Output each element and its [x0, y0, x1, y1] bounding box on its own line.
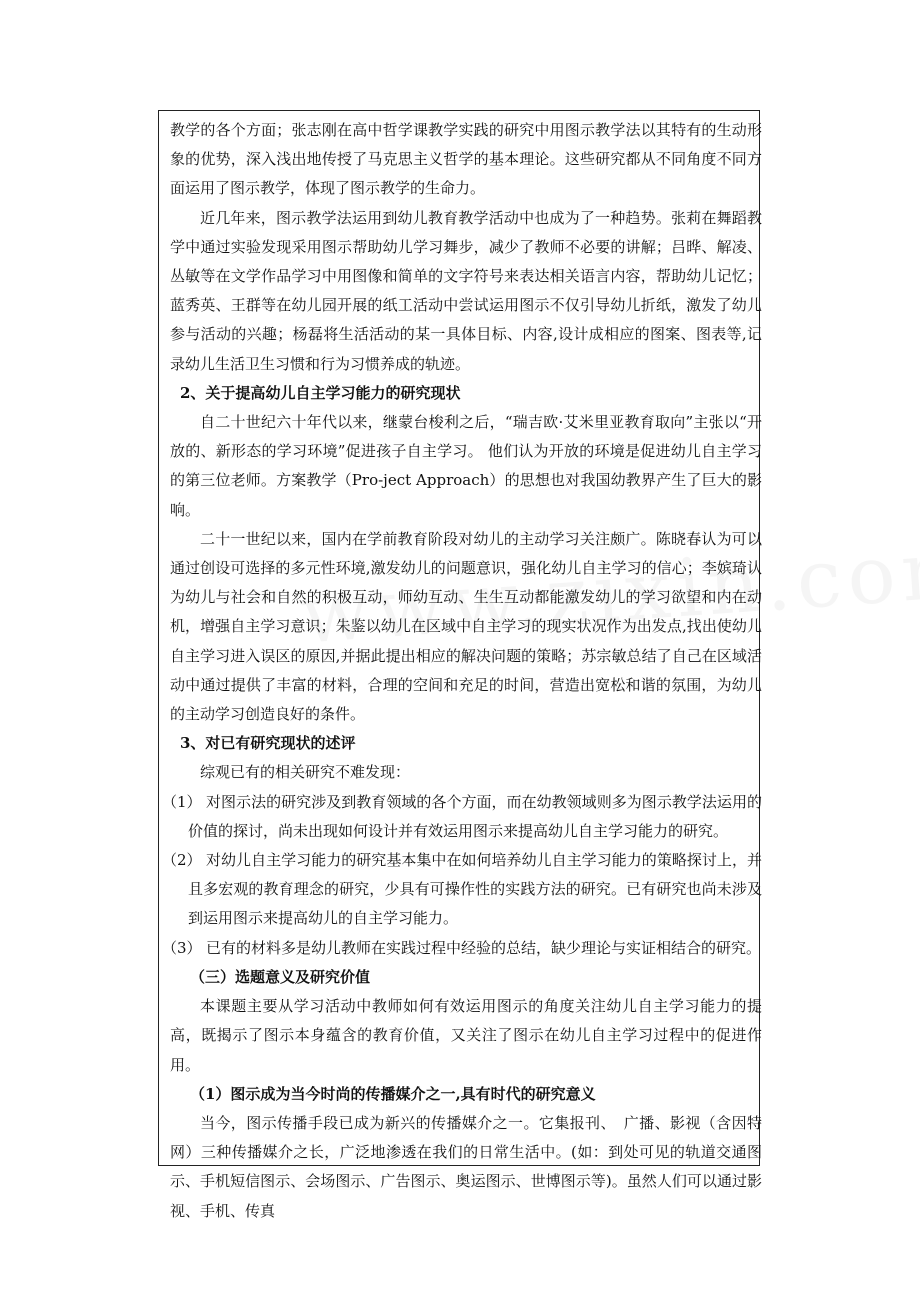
list-item — [162, 788, 762, 846]
list-item — [162, 846, 762, 934]
paragraph-4: 二十一世纪以来，国内在学前教育阶段对幼儿的主动学习关注颇广。陈晓春认为可以通过创设可选择的多元性环境,激发幼儿的问题意识，强化幼儿自主学习的信心；李嫔琦认为幼儿与社会和自然的积极互动，师幼互动、生生互动都能激发幼儿的学习欲望和内在动机，增强自主学习意识；朱鉴以幼儿在区域中自主学习的现实状况作为出发点,找出使幼儿自主学习进入误区的原因,并据此提出相应的解决问题的策略；苏宗敏总结了自己在区域活动中通过提供了丰富的材料，合理的空间和充足的时间，营造出宽松和谐的氛围，为幼儿的主动学习创造良好的条件。 — [170, 529, 762, 724]
heading-3: 3、对已有研究现状的述评 — [180, 734, 356, 753]
paragraph-7: 当今，图示传播手段已成为新兴的传播媒介之一。它集报刊、 广播、影视（含因特网）三种传播媒介之长，广泛地渗透在我们的日常生活中。(如：到处可见的轨道交通图示、手机短信图示、会场图示、广告图示、奥运图示、世博图示等)。虽然人们可以通过影视、手机、传真 — [170, 1113, 762, 1220]
document-body — [162, 116, 762, 1226]
list-number: （2） — [162, 851, 202, 870]
paragraph-3: 自二十世纪六十年代以来，继蒙台梭利之后，“瑞吉欧·艾米里亚教育取向”主张以“开放的、新形态的学习环境”促进孩子自主学习。 他们认为开放的环境是促进幼儿自主学习的第三位老师。方案教学（Pro-ject Approach）的思想也对我国幼教界产生了巨大的影响。 — [170, 413, 762, 519]
list-text: 已有的材料多是幼儿教师在实践过程中经验的总结，缺少理论与实证相结合的研究。 — [206, 938, 762, 957]
paragraph-1: 教学的各个方面；张志刚在高中哲学课教学实践的研究中用图示教学法以其特有的生动形象的优势，深入浅出地传授了马克思主义哲学的基本理论。这些研究都从不同角度不同方面运用了图示教学，体现了图示教学的生命力。 — [170, 121, 762, 198]
heading-4: （三）选题意义及研究价值 — [190, 967, 371, 986]
heading-2: 2、关于提高幼儿自主学习能力的研究现状 — [180, 383, 461, 402]
paragraph-5: 综观已有的相关研究不难发现： — [200, 763, 411, 782]
list-text: 对幼儿自主学习能力的研究基本集中在如何培养幼儿自主学习能力的策略探讨上，并且多宏观的教育理念的研究，少具有可操作性的实践方法的研究。已有研究也尚未涉及到运用图示来提高幼儿的自主学习能力。 — [188, 851, 762, 928]
list-number: （1） — [162, 792, 202, 811]
heading-5: （1）图示成为当今时尚的传播媒介之一,具有时代的研究意义 — [190, 1084, 596, 1103]
list-number: （3） — [162, 938, 202, 957]
list-text: 对图示法的研究涉及到教育领域的各个方面，而在幼教领域则多为图示教学法运用的价值的探讨，尚未出现如何设计并有效运用图示来提高幼儿自主学习能力的研究。 — [188, 792, 762, 840]
paragraph-2: 近几年来，图示教学法运用到幼儿教育教学活动中也成为了一种趋势。张莉在舞蹈教学中通过实验发现采用图示帮助幼儿学习舞步，减少了教师不必要的讲解；吕晔、解凌、丛敏等在文学作品学习中用图像和简单的文字符号来表达相关语言内容，帮助幼儿记忆；蓝秀英、王群等在幼儿园开展的纸工活动中尝试运用图示不仅引导幼儿折纸，激发了幼儿参与活动的兴趣；杨磊将生活活动的某一具体目标、内容,设计成相应的图案、图表等,记录幼儿生活卫生习惯和行为习惯养成的轨迹。 — [170, 208, 762, 373]
list-item — [162, 934, 762, 963]
paragraph-6: 本课题主要从学习活动中教师如何有效运用图示的角度关注幼儿自主学习能力的提高，既揭示了图示本身蕴含的教育价值，又关注了图示在幼儿自主学习过程中的促进作用。 — [170, 997, 762, 1074]
